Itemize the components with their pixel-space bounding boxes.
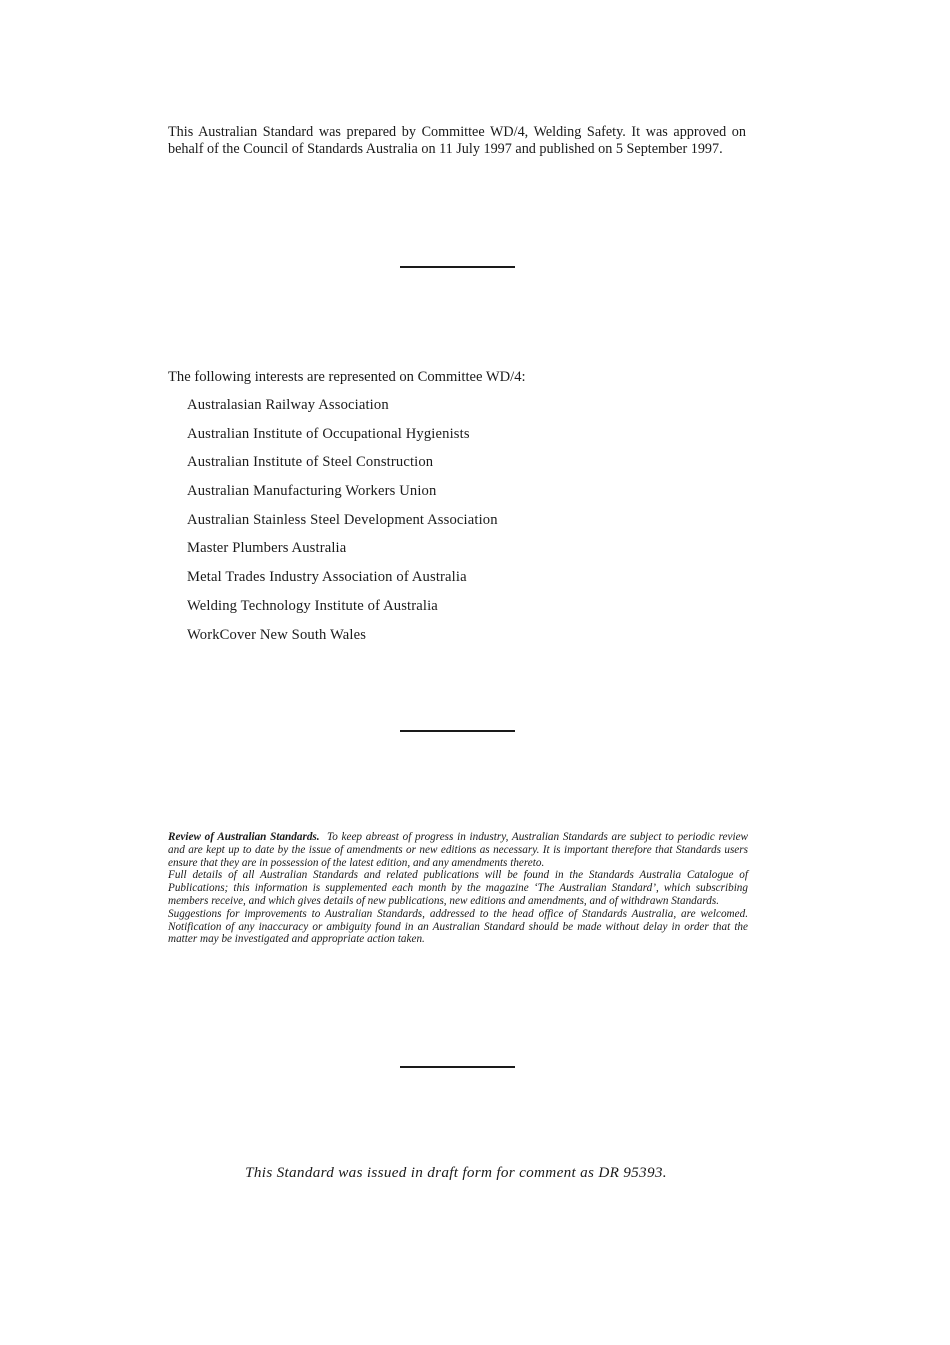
committee-member: WorkCover New South Wales [187,626,367,643]
committee-member: Australian Institute of Occupational Hygienists [187,425,470,442]
committee-member-list [168,395,768,653]
section-divider-2 [400,730,515,732]
committee-member: Australian Manufacturing Workers Union [187,483,437,500]
section-divider-3 [400,1066,515,1068]
review-paragraph-3: Suggestions for improvements to Australian Standards, addressed to the head office of Standards Australia, are welcomed. Notification of any inaccuracy or ambiguity found in an Australian Standard should be made without delay in order that the matter may be investigated and appropriate action taken. [168,907,748,946]
preparation-statement: This Australian Standard was prepared by Committee WD/4, Welding Safety. It was approved on behalf of the Council of Standards Australia on 11 July 1997 and published on 5 September 1997. [168,124,746,157]
review-lead: Review of Australian Standards. [168,831,320,843]
committee-member: Australasian Railway Association [187,397,389,413]
review-text-1: To keep abreast of progress in industry, Australian Standards are subject to periodic review and are kept up to date by the issue of amendments or new editions as necessary. It is important therefore that Standards users ensure that they are in possession of the latest edition, and any amendments thereto. [168,831,749,869]
committee-member: Welding Technology Institute of Australia [187,597,438,614]
committee-member: Australian Stainless Steel Development Association [187,511,498,528]
committee-member: Australian Institute of Steel Construction [187,454,434,471]
committee-member: Master Plumbers Australia [187,540,347,557]
review-paragraph-2: Full details of all Australian Standards and related publications will be found in the Standards Australia Catalogue of Publications; this information is supplemented each month by the magazine ‘The Australian Standard’, which subscribing members receive, and which gives details of new publications, new editions and amendments, and of withdrawn Standards. [168,869,748,907]
review-paragraph-1 [168,831,748,869]
committee-member: Metal Trades Industry Association of Australia [187,569,467,586]
review-notice [168,831,748,946]
committee-heading: The following interests are represented on Committee WD/4: [168,369,526,385]
committee-section [168,367,768,653]
section-divider-1 [400,266,515,268]
draft-note: This Standard was issued in draft form for comment as DR 95393. [245,1164,667,1181]
